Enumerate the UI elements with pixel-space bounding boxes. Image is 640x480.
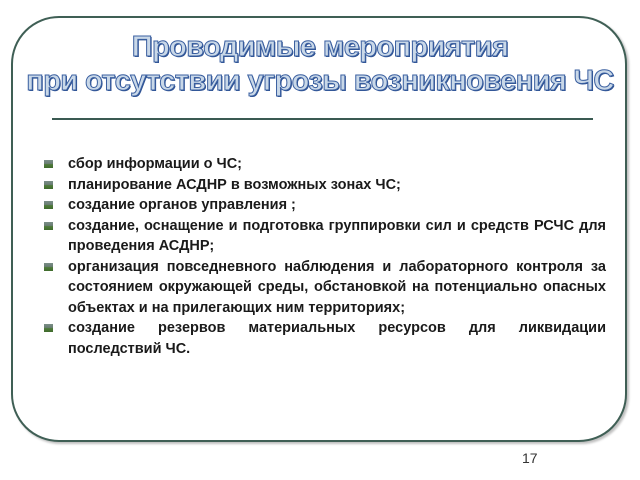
list-item-text: создание органов управления ; <box>68 197 296 213</box>
square-bullet-icon <box>44 160 53 168</box>
square-bullet-icon <box>44 324 53 332</box>
list-item-text: создание резервов материальных ресурсов для ликвидации последствий ЧС. <box>68 320 606 357</box>
bullet-list <box>40 154 606 359</box>
list-item <box>40 195 606 216</box>
title-divider <box>52 118 593 120</box>
list-item-text: организация повседневного наблюдения и лабораторного контроля за состоянием окружающей среды, обстановкой на потенциально опасных объектах и на прилегающих ним территориях; <box>68 258 606 316</box>
list-item <box>40 257 606 319</box>
list-item <box>40 154 606 175</box>
title-line-1: Проводимые мероприятия <box>131 31 509 63</box>
list-item <box>40 175 606 196</box>
list-item-text: сбор информации о ЧС; <box>68 156 243 172</box>
list-item <box>40 318 606 359</box>
list-item-text: создание, оснащение и подготовка группировки сил и средств РСЧС для проведения АСДНР; <box>68 217 606 254</box>
square-bullet-icon <box>44 201 53 209</box>
list-item-text: планирование АСДНР в возможных зонах ЧС; <box>68 176 401 193</box>
square-bullet-icon <box>44 181 53 189</box>
page-number: 17 <box>522 450 538 466</box>
square-bullet-icon <box>44 222 53 230</box>
square-bullet-icon <box>44 263 53 271</box>
list-item <box>40 216 606 257</box>
title-line-2: при отсутствии угрозы возникновения ЧС <box>26 65 614 97</box>
slide-title <box>20 30 620 98</box>
